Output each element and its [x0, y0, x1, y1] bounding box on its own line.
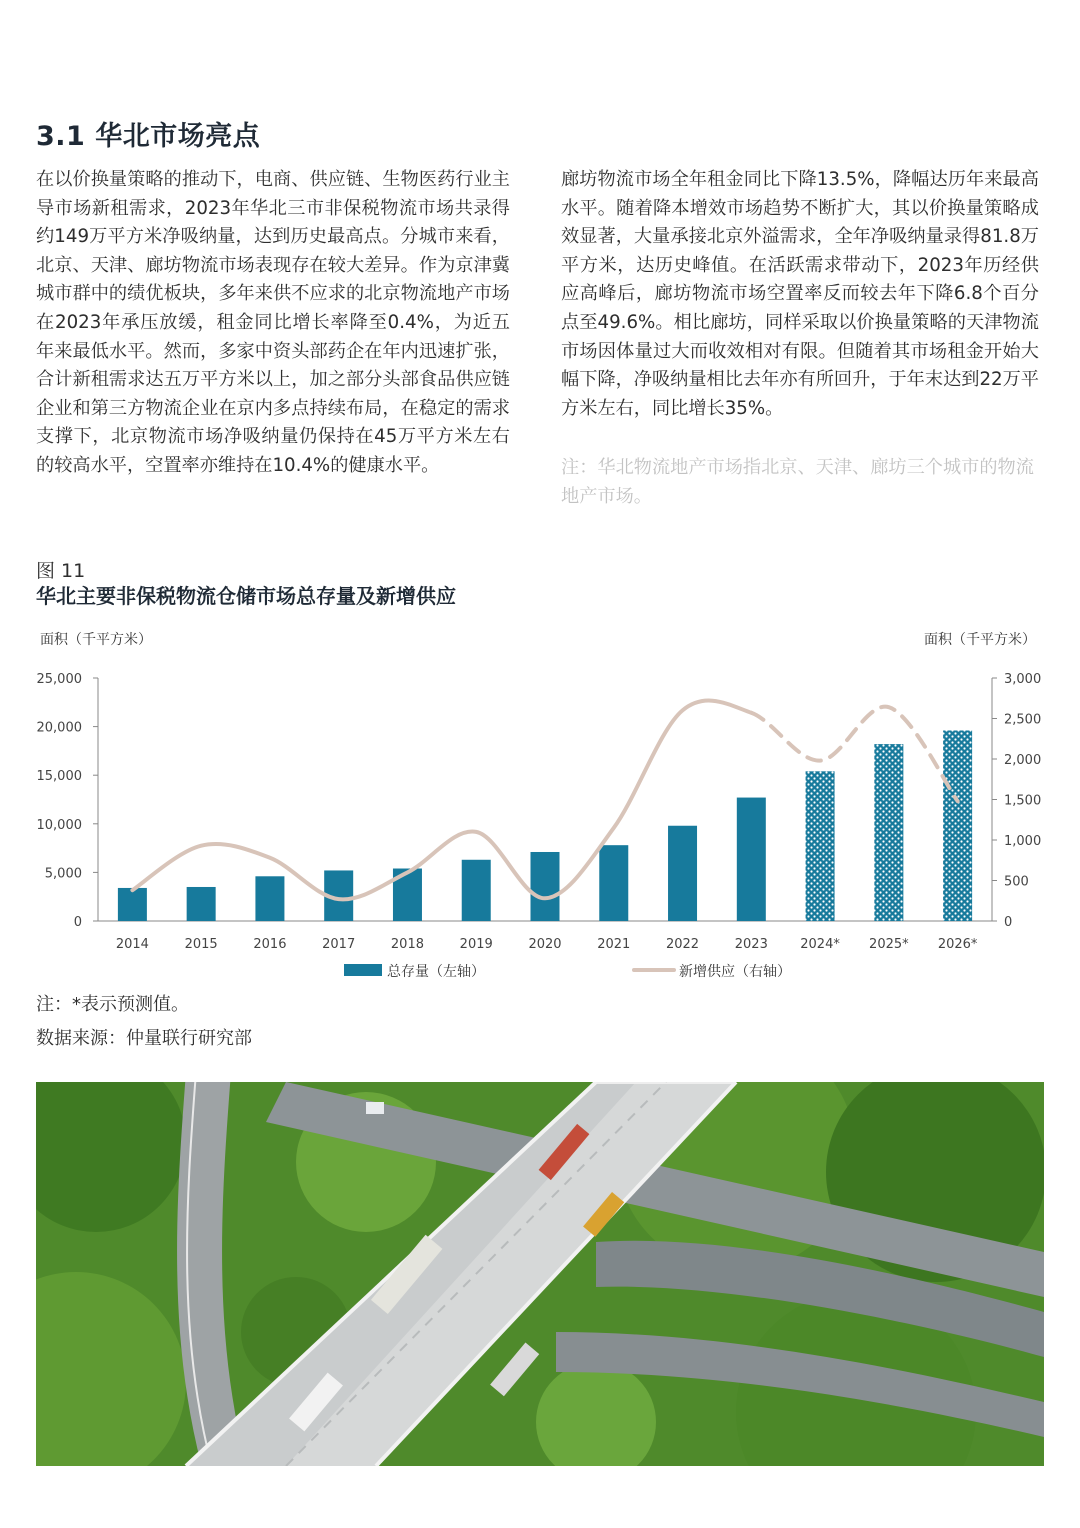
- x-tick-label: 2016: [253, 937, 287, 952]
- y-left-tick-label: 10,000: [36, 817, 82, 833]
- forecast-footnote: 注：*表示预测值。: [36, 994, 189, 1015]
- highway-interchange-photo: [36, 1082, 1044, 1466]
- legend-label-supply: 新增供应（右轴）: [679, 964, 791, 980]
- section-title: 3.1 华北市场亮点: [36, 121, 261, 152]
- stock-supply-chart: [0, 618, 1080, 988]
- y-right-tick-label: 1,500: [1004, 793, 1042, 809]
- stock-bar-2014: [118, 888, 147, 921]
- stock-bars: [118, 730, 972, 921]
- y-right-tick-label: 500: [1004, 874, 1029, 890]
- legend-label-stock: 总存量（左轴）: [387, 964, 485, 980]
- y-left-tick-label: 20,000: [36, 720, 82, 736]
- y-left-tick-label: 15,000: [36, 769, 82, 785]
- y-axis-left-title: 面积（千平方米）: [40, 632, 152, 648]
- stock-bar-2015: [187, 887, 216, 921]
- stock-bar-2026: [943, 730, 972, 921]
- y-axis-right-title: 面积（千平方米）: [924, 632, 1036, 648]
- y-right-tick-label: 2,500: [1004, 712, 1042, 728]
- x-tick-label: 2025*: [869, 937, 909, 952]
- legend-swatch-stock: [344, 964, 382, 976]
- stock-bar-2021: [599, 845, 628, 921]
- x-tick-label: 2023: [734, 937, 768, 952]
- stock-bar-2025: [874, 744, 903, 921]
- x-tick-label: 2022: [665, 937, 700, 952]
- x-tick-label: 2021: [597, 937, 631, 952]
- y-right-tick-label: 0: [1004, 915, 1013, 930]
- figure-title: 华北主要非保税物流仓储市场总存量及新增供应: [36, 584, 456, 608]
- body-paragraph-right: 廊坊物流市场全年租金同比下降13.5%，降幅达历年来最高水平。随着降本增效市场趋势不断扩大，其以价换量策略成效显著，大量承接北京外溢需求，全年净吸纳量录得81.8万平方米，达历史峰值。在活跃需求带动下，2023年历经供应高峰后，廊坊物流市场空置率反而较去年下降6.8个百分点至49.6%。相比廊坊，同样采取以价换量策略的天津物流市场因体量过大而收效相对有限。但随着其市场租金开始大幅下降，净吸纳量相比去年亦有所回升，于年末达到22万平方米左右，同比增长35%。: [561, 169, 1039, 419]
- stock-bar-2016: [255, 876, 284, 921]
- stock-bar-2022: [668, 826, 697, 921]
- y-left-tick-label: 0: [73, 915, 82, 930]
- x-tick-label: 2015: [184, 937, 218, 952]
- y-left-tick-label: 5,000: [44, 866, 82, 882]
- stock-bar-2023: [737, 798, 766, 921]
- x-tick-label: 2026*: [937, 937, 978, 952]
- stock-bar-2020: [531, 852, 560, 921]
- supply-line-actual: [132, 701, 751, 900]
- aerial-highway-illustration: [36, 1082, 1044, 1466]
- stock-bar-2019: [462, 860, 491, 921]
- x-axis-ticks: [116, 937, 978, 952]
- body-paragraph-left: 在以价换量策略的推动下，电商、供应链、生物医药行业主导市场新租需求，2023年华北三市非保税物流市场共录得约149万平方米净吸纳量，达到历史最高点。分城市来看，北京、天津、廊坊物流市场表现存在较大差异。作为京津冀城市群中的绩优板块，多年来供不应求的北京物流地产市场在2023年承压放缓，租金同比增长率降至0.4%，为近五年来最低水平。然而，多家中资头部药企在年内迅速扩张，合计新租需求达五万平方米以上，加之部分头部食品供应链企业和第三方物流企业在京内多点持续布局，在稳定的需求支撑下，北京物流市场净吸纳量仍保持在45万平方米左右的较高水平，空置率亦维持在10.4%的健康水平。: [36, 169, 510, 476]
- x-tick-label: 2018: [390, 937, 425, 952]
- y-right-tick-label: 1,000: [1004, 834, 1042, 849]
- x-tick-label: 2020: [528, 937, 562, 952]
- chart-legend: [344, 964, 791, 980]
- y-right-tick-label: 2,000: [1004, 753, 1042, 768]
- y-right-tick-label: 3,000: [1004, 672, 1042, 687]
- stock-bar-2024: [806, 771, 835, 921]
- x-tick-label: 2014: [115, 937, 149, 952]
- x-tick-label: 2019: [459, 937, 493, 952]
- x-tick-label: 2017: [322, 937, 356, 952]
- market-definition-note: 注：华北物流地产市场指北京、天津、廊坊三个城市的物流地产市场。: [561, 457, 1034, 507]
- x-tick-label: 2024*: [800, 937, 840, 952]
- y-left-tick-label: 25,000: [36, 672, 82, 687]
- data-source: 数据来源：仲量联行研究部: [36, 1028, 252, 1049]
- supply-line-forecast: [751, 707, 957, 801]
- figure-label: 图 11: [36, 560, 86, 582]
